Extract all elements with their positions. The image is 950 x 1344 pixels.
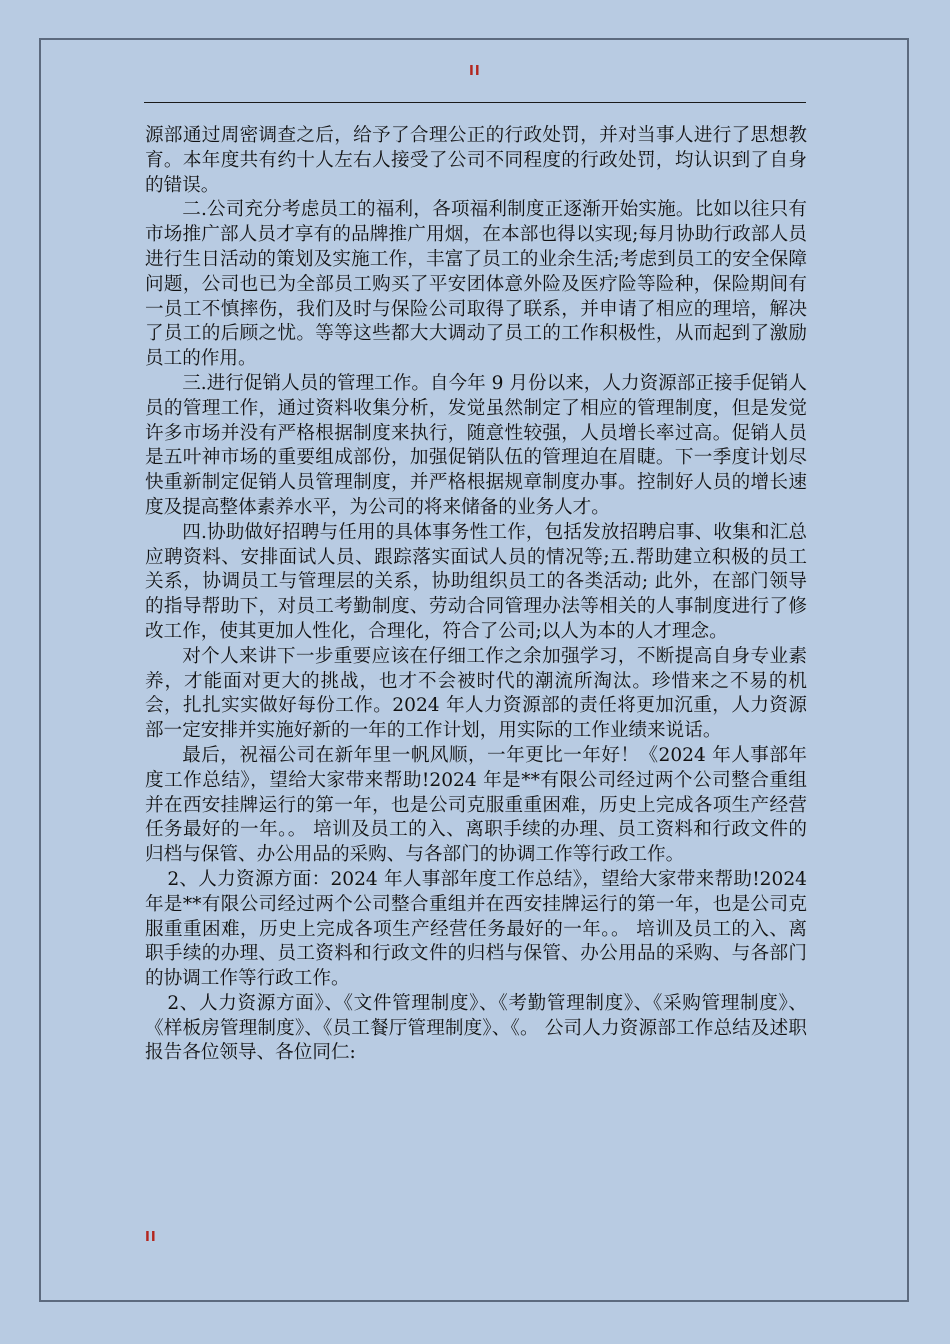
paragraph: 二.公司充分考虑员工的福利，各项福利制度正逐渐开始实施。比如以往只有市场推广部人员才享有的品牌推广用烟，在本部也得以实现;每月协助行政部人员进行生日活动的策划及实施工作，丰富了员工的业余生活;考虑到员工的安全保障问题，公司也已为全部员工购买了平安团体意外险及医疗险等险种，保险期间有一员工不慎摔伤，我们及时与保险公司取得了联系，并申请了相应的理培，解决了员工的后顾之忧。等等这些都大大调动了员工的工作积极性，从而起到了激励员工的作用。 bbox=[145, 199, 807, 370]
paragraph: 四.协助做好招聘与任用的具体事务性工作，包括发放招聘启事、收集和汇总应聘资料、安排面试人员、跟踪落实面试人员的情况等;五.帮助建立积极的员工关系，协调员工与管理层的关系，协助组织员工的各类活动; 此外，在部门领导的指导帮助下，对员工考勤制度、劳动合同管理办法等相关的人事制度进行了修改工作，使其更加人性化，合理化，符合了公司;以人为本的人才理念。 bbox=[145, 521, 807, 642]
paragraph: 源部通过周密调查之后，给予了合理公正的行政处罚，并对当事人进行了思想教育。本年度共有约十人左右人接受了公司不同程度的行政处罚，均认识到了自身的错误。 bbox=[145, 125, 807, 196]
paragraph: 2、人力资源方面》、《文件管理制度》、《考勤管理制度》、《采购管理制度》、《样板房管理制度》、《员工餐厅管理制度》、《。 公司人力资源部工作总结及述职报告各位领导、各位同仁: bbox=[145, 992, 807, 1064]
paragraph: 对个人来讲下一步重要应该在仔细工作之余加强学习，不断提高自身专业素养，才能面对更大的挑战，也才不会被时代的潮流所淘汰。珍惜来之不易的机会，扎扎实实做好每份工作。2024 年人力资源部的责任将更加沉重，人力资源部一定安排并实施好新的一年的工作计划，用实际的工作业绩来说话。 bbox=[145, 645, 807, 742]
paragraph: 最后，祝福公司在新年里一帆风顺，一年更比一年好！《2024 年人事部年度工作总结》，望给大家带来帮助!2024 年是**有限公司经过两个公司整合重组并在西安挂牌运行的第一年，也是公司克服重重困难，历史上完成各项生产经营任务最好的一年。。 培训及员工的入、离职手续的办理、员工资料和行政文件的归档与保管、办公用品的采购、与各部门的协调工作等行政工作。 bbox=[145, 744, 807, 866]
footer-mark: II bbox=[145, 1230, 157, 1245]
document-body bbox=[145, 124, 807, 1066]
paragraph: 2、人力资源方面：2024 年人事部年度工作总结》，望给大家带来帮助!2024 年是**有限公司经过两个公司整合重组并在西安挂牌运行的第一年，也是公司克服重重困难，历史上完成各项生产经营任务最好的一年。。 培训及员工的入、离职手续的办理、员工资料和行政文件的归档与保管、办公用品的采购、与各部门的协调工作等行政工作。 bbox=[145, 868, 807, 990]
header-rule bbox=[144, 102, 806, 103]
header-mark: II bbox=[469, 64, 481, 79]
paragraph: 三.进行促销人员的管理工作。自今年 9 月份以来，人力资源部正接手促销人员的管理工作，通过资料收集分析，发觉虽然制定了相应的管理制度，但是发觉许多市场并没有严格根据制度来执行，随意性较强，人员增长率过高。促销人员是五叶神市场的重要组成部份，加强促销队伍的管理迫在眉睫。下一季度计划尽快重新制定促销人员管理制度，并严格根据规章制度办事。控制好人员的增长速度及提高整体素养水平，为公司的将来储备的业务人才。 bbox=[145, 372, 807, 518]
